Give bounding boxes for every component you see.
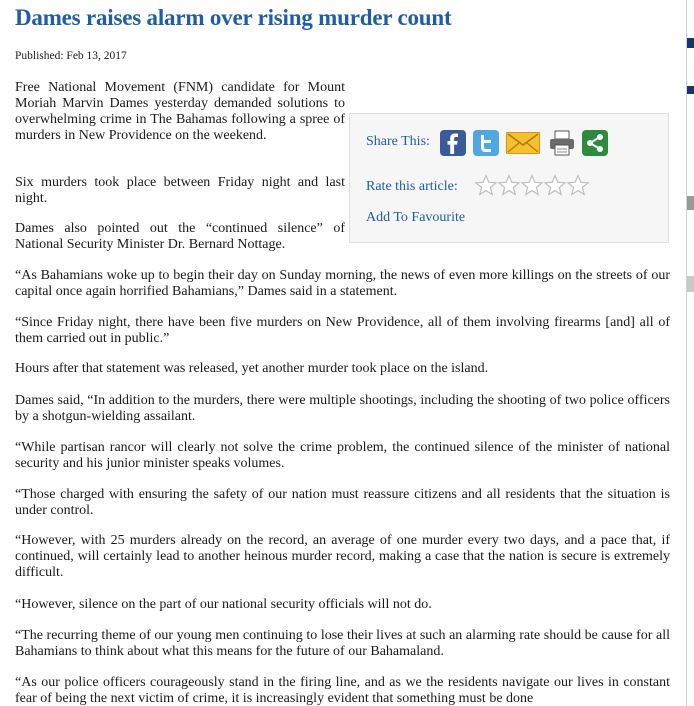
paragraph: “As Bahamians woke up to begin their day on Sunday morning, the news of even more killings on the streets of our capital once again horrified Bahamians,” Dames said in a statement. xyxy=(15,268,670,299)
twitter-icon[interactable] xyxy=(473,130,499,156)
paragraph: “The recurring theme of our young men continuing to lose their lives at such an alarming rate should be cause for all Bahamians to think about what this means for the future of our Bahamaland. xyxy=(15,628,670,659)
rating-star-icon[interactable] xyxy=(497,174,521,196)
rating-star-icon[interactable] xyxy=(520,174,544,196)
paragraph: Six murders took place between Friday night and last night. xyxy=(15,175,345,206)
print-icon[interactable] xyxy=(548,130,574,156)
email-icon[interactable] xyxy=(506,132,540,154)
paragraph: “Those charged with ensuring the safety of our nation must reassure citizens and all residents that the situation is under control. xyxy=(15,487,670,518)
sidebar-edge-mark xyxy=(687,86,694,94)
paragraph: Hours after that statement was released, yet another murder took place on the island. xyxy=(15,361,489,376)
paragraph: Dames said, “In addition to the murders, there were multiple shootings, including the shooting of two police officers by a shotgun-wielding assailant. xyxy=(15,393,670,424)
rating-stars[interactable] xyxy=(474,174,589,196)
paragraph: “However, silence on the part of our national security officials will not do. xyxy=(15,597,432,612)
right-sidebar-edge xyxy=(686,0,694,706)
article-title: Dames raises alarm over rising murder count xyxy=(15,5,452,30)
share-icon[interactable] xyxy=(582,130,608,156)
sidebar-edge-mark xyxy=(687,38,694,48)
paragraph: “However, with 25 murders already on the record, an average of one murder every two days, and a pace that, if continued, will certainly lead to another heinous murder record, making a case that the nation is secure is extremely difficult. xyxy=(15,533,670,580)
share-box xyxy=(349,113,669,243)
paragraph: “While partisan rancor will clearly not solve the crime problem, the continued silence of the minister of national security and his junior minister speaks volumes. xyxy=(15,440,670,471)
rate-label: Rate this article: xyxy=(366,179,458,194)
facebook-icon[interactable] xyxy=(440,130,466,156)
share-label: Share This: xyxy=(366,134,430,149)
rating-star-icon[interactable] xyxy=(543,174,567,196)
rating-star-icon[interactable] xyxy=(566,174,590,196)
paragraph: Dames also pointed out the “continued silence” of National Security Minister Dr. Bernard Nottage. xyxy=(15,221,345,252)
published-date: Published: Feb 13, 2017 xyxy=(15,50,127,62)
paragraph: “As our police officers courageously stand in the firing line, and as we the residents navigate our lives in constant fear of being the next victim of crime, it is increasingly evident that something must be done xyxy=(15,675,670,706)
sidebar-edge-mark xyxy=(687,196,694,210)
sidebar-edge-mark xyxy=(687,276,694,292)
paragraph: “Since Friday night, there have been five murders on New Providence, all of them involving firearms [and] all of them carried out in public.” xyxy=(15,315,670,346)
rating-star-icon[interactable] xyxy=(474,174,498,196)
paragraph: Free National Movement (FNM) candidate for Mount Moriah Marvin Dames yesterday demanded solutions to overwhelming crime in The Bahamas following a spree of murders in New Providence on the weekend. xyxy=(15,80,345,143)
add-to-favourite-link[interactable]: Add To Favourite xyxy=(366,210,466,225)
